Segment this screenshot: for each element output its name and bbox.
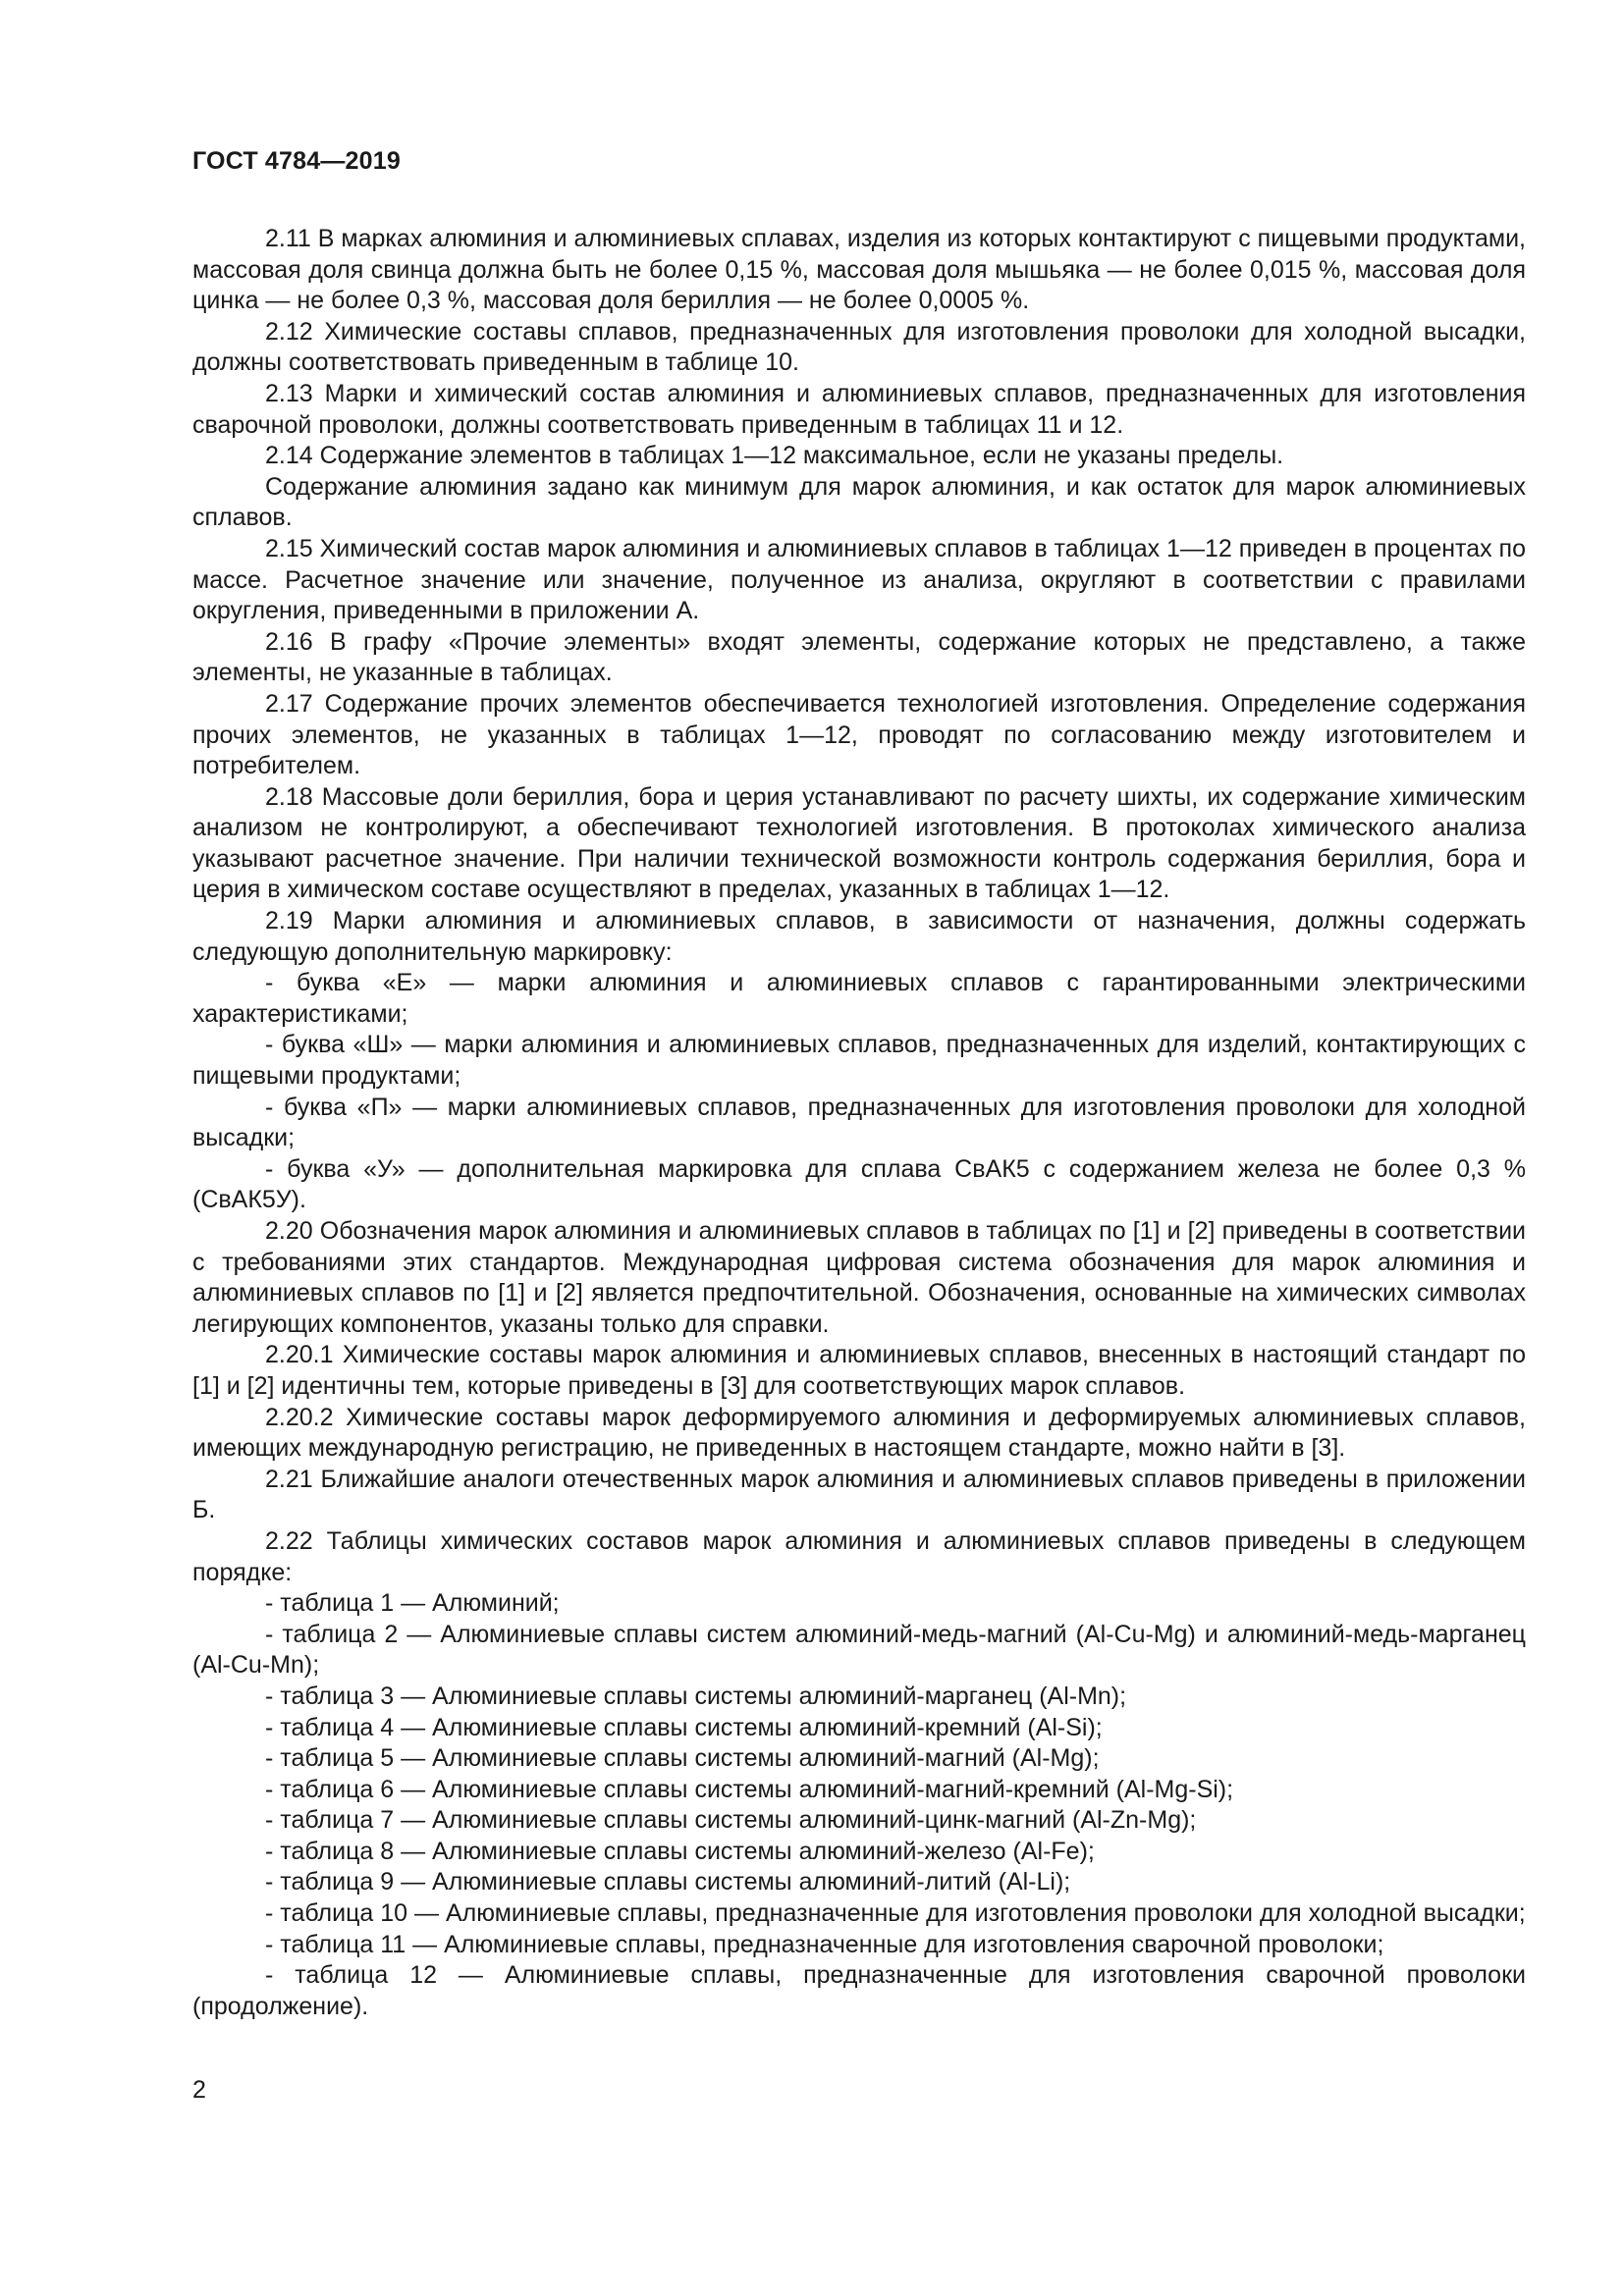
- list-item-marking-u: - буква «У» — дополнительная маркировка для сплава СвАК5 с содержанием железа не более 0,3 % (СвАК5У).: [192, 1154, 1526, 1214]
- list-item-marking-sh: - буква «Ш» — марки алюминия и алюминиевых сплавов, предназначенных для изделий, контактирующих с пищевыми продуктами;: [192, 1031, 1526, 1091]
- paragraph-2-20: 2.20 Обозначения марок алюминия и алюминиевых сплавов в таблицах по [1] и [2] приведены в соответствии с требованиями этих стандартов. Международная цифровая система обозначения для марок алюминия и алюминиевых сплавов по [1] и [2] является предпочтительной. Обозначения, основанные на химических символах легирующих компонентов, указаны только для справки.: [192, 1217, 1526, 1338]
- document-header: ГОСТ 4784—2019: [192, 147, 401, 175]
- list-item-table-8: - таблица 8 — Алюминиевые сплавы системы алюминий-железо (Al-Fe);: [265, 1837, 1095, 1865]
- list-item-marking-p: - буква «П» — марки алюминиевых сплавов, предназначенных для изготовления проволоки для холодной высадки;: [192, 1093, 1526, 1152]
- paragraph-2-13: 2.13 Марки и химический состав алюминия и алюминиевых сплавов, предназначенных для изготовления сварочной проволоки, должны соответствовать приведенным в таблицах 11 и 12.: [192, 379, 1526, 439]
- list-item-table-7: - таблица 7 — Алюминиевые сплавы системы алюминий-цинк-магний (Al-Zn-Mg);: [265, 1806, 1197, 1835]
- list-item-table-6: - таблица 6 — Алюминиевые сплавы системы алюминий-магний-кремний (Al-Mg-Si);: [265, 1775, 1234, 1803]
- paragraph-2-12: 2.12 Химические составы сплавов, предназначенных для изготовления проволоки для холодной высадки, должны соответствовать приведенным в таблице 10.: [192, 317, 1526, 377]
- document-body: [192, 224, 1526, 2022]
- list-item-table-12: - таблица 12 — Алюминиевые сплавы, предназначенные для изготовления сварочной проволоки (продолжение).: [192, 1961, 1526, 2020]
- list-item-table-11: - таблица 11 — Алюминиевые сплавы, предназначенные для изготовления сварочной проволоки;: [265, 1930, 1384, 1958]
- list-item-table-10: - таблица 10 — Алюминиевые сплавы, предназначенные для изготовления проволоки для холодной высадки;: [265, 1899, 1526, 1928]
- paragraph-2-14: 2.14 Содержание элементов в таблицах 1—12 максимальное, если не указаны пределы.: [265, 442, 1284, 470]
- paragraph-2-16: 2.16 В графу «Прочие элементы» входят элементы, содержание которых не представлено, а также элементы, не указанные в таблицах.: [192, 627, 1526, 687]
- paragraph-2-20-2: 2.20.2 Химические составы марок деформируемого алюминия и деформируемых алюминиевых сплавов, имеющих международную регистрацию, не приведенных в настоящем стандарте, можно найти в [3].: [192, 1403, 1526, 1463]
- page-number: 2: [192, 2076, 206, 2104]
- list-item-marking-e: - буква «Е» — марки алюминия и алюминиевых сплавов с гарантированными электрическими характеристиками;: [192, 969, 1526, 1028]
- paragraph-2-20-1: 2.20.1 Химические составы марок алюминия и алюминиевых сплавов, внесенных в настоящий стандарт по [1] и [2] идентичны тем, которые приведены в [3] для соответствующих марок сплавов.: [192, 1341, 1526, 1400]
- list-item-table-1: - таблица 1 — Алюминий;: [265, 1589, 560, 1618]
- paragraph-2-19: 2.19 Марки алюминия и алюминиевых сплавов, в зависимости от назначения, должны содержать следующую дополнительную маркировку:: [192, 907, 1526, 966]
- paragraph-2-14-aluminium: Содержание алюминия задано как минимум для марок алюминия, и как остаток для марок алюминиевых сплавов.: [192, 472, 1526, 532]
- paragraph-2-18: 2.18 Массовые доли бериллия, бора и церия устанавливают по расчету шихты, их содержание химическим анализом не контролируют, а обеспечивают технологией изготовления. В протоколах химического анализа указывают расчетное значение. При наличии технической возможности контроль содержания бериллия, бора и церия в химическом составе осуществляют в пределах, указанных в таблицах 1—12.: [192, 782, 1526, 904]
- list-item-table-9: - таблица 9 — Алюминиевые сплавы системы алюминий-литий (Al-Li);: [265, 1868, 1071, 1896]
- paragraph-2-22: 2.22 Таблицы химических составов марок алюминия и алюминиевых сплавов приведены в следующем порядке:: [192, 1526, 1526, 1586]
- paragraph-2-17: 2.17 Содержание прочих элементов обеспечивается технологией изготовления. Определение содержания прочих элементов, не указанных в таблицах 1—12, проводят по согласованию между изготовителем и потребителем.: [192, 689, 1526, 780]
- paragraph-2-15: 2.15 Химический состав марок алюминия и алюминиевых сплавов в таблицах 1—12 приведен в процентах по массе. Расчетное значение или значение, полученное из анализа, округляют в соответствии с правилами округления, приведенными в приложении А.: [192, 534, 1526, 625]
- list-item-table-2: - таблица 2 — Алюминиевые сплавы систем алюминий-медь-магний (Al-Cu-Mg) и алюминий-медь-марганец (Al-Cu-Mn);: [192, 1620, 1526, 1680]
- list-item-table-5: - таблица 5 — Алюминиевые сплавы системы алюминий-магний (Al-Mg);: [265, 1744, 1100, 1773]
- paragraph-2-11: 2.11 В марках алюминия и алюминиевых сплавах, изделия из которых контактируют с пищевыми продуктами, массовая доля свинца должна быть не более 0,15 %, массовая доля мышьяка — не более 0,015 %, массовая доля цинка — не более 0,3 %, массовая доля бериллия — не более 0,0005 %.: [192, 225, 1526, 315]
- list-item-table-3: - таблица 3 — Алюминиевые сплавы системы алюминий-марганец (Al-Mn);: [265, 1682, 1127, 1710]
- list-item-table-4: - таблица 4 — Алюминиевые сплавы системы алюминий-кремний (Al-Si);: [265, 1713, 1103, 1741]
- paragraph-2-21: 2.21 Ближайшие аналоги отечественных марок алюминия и алюминиевых сплавов приведены в приложении Б.: [192, 1465, 1526, 1524]
